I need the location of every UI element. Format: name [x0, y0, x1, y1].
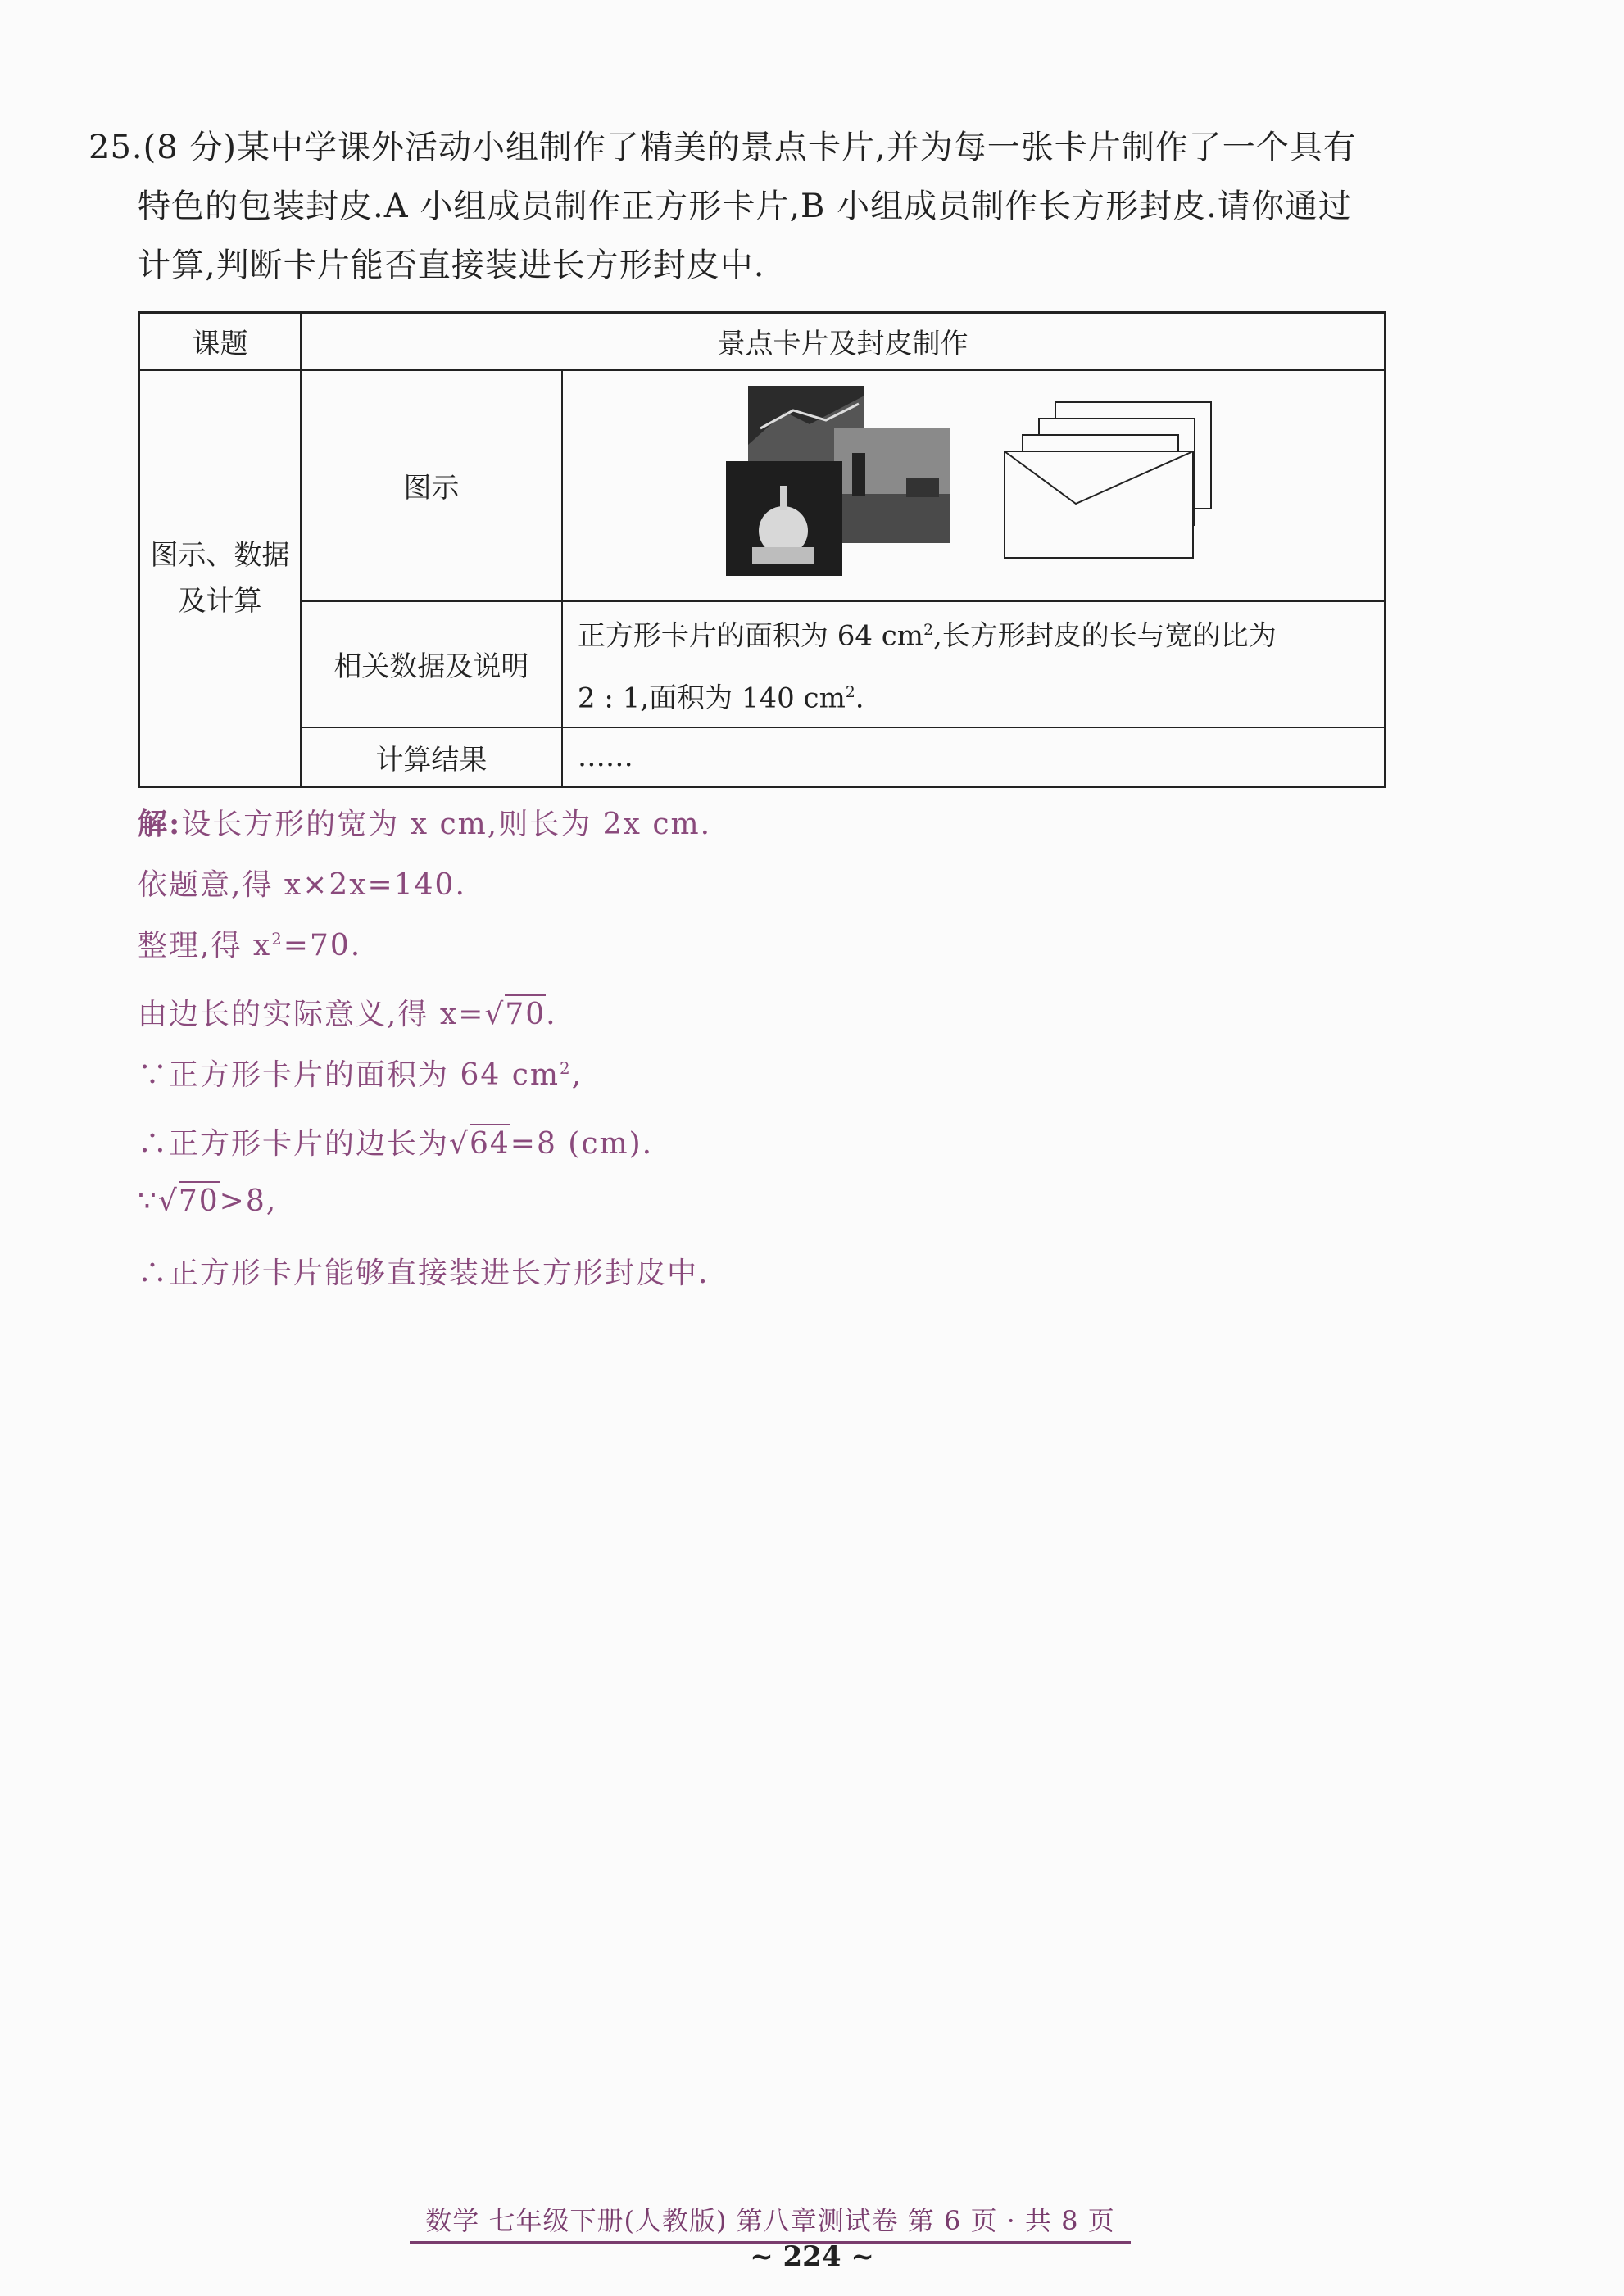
data-description [562, 601, 1386, 728]
answer-line-5a: ∵正方形卡片的面积为 64 cm [138, 1058, 560, 1092]
answer-line-7 [138, 1184, 277, 1218]
answer-line-4a: 由边长的实际意义,得 x= [138, 998, 485, 1031]
section-label-line-1: 图示、数据 [150, 538, 290, 572]
radicand: 64 [470, 1124, 510, 1161]
answer-line-5b: , [571, 1058, 583, 1092]
answer-line-2: 依题意,得 x×2x=140. [138, 868, 466, 902]
photo-card-white-stupa [726, 461, 842, 576]
data-text-2b: . [855, 682, 864, 715]
topic-label: 课题 [139, 313, 302, 370]
question-line-2: 特色的包装封皮.A 小组成员制作正方形卡片,B 小组成员制作长方形封皮.请你通过 [138, 188, 1352, 225]
answer-line-3b: =70. [283, 929, 362, 962]
cards-and-envelopes-figure [711, 379, 1236, 584]
answer-line-6a: ∴正方形卡片的边长为 [138, 1127, 450, 1161]
data-text-1a: 正方形卡片的面积为 64 cm [577, 618, 924, 652]
answer-line-3a: 整理,得 x [138, 929, 272, 962]
question-line-1: 25.(8 分)某中学课外活动小组制作了精美的景点卡片,并为每一张卡片制作了一个具有 [88, 129, 1357, 166]
figure-cell [562, 370, 1386, 601]
sqrt-sign-icon: √ [449, 1127, 470, 1161]
answer-line-6 [138, 1121, 653, 1162]
sqrt-sign-icon: √ [484, 998, 506, 1031]
data-label: 相关数据及说明 [301, 601, 562, 728]
result-value: …… [562, 727, 1386, 787]
envelopes-icon [1005, 402, 1211, 558]
data-text-2a: 2 : 1,面积为 140 cm [577, 682, 846, 715]
question-line-3: 计算,判断卡片能否直接装进长方形封皮中. [138, 247, 765, 284]
answer-line-4 [138, 991, 557, 1033]
answer-line-3 [138, 922, 361, 964]
answer-line-7b: >8, [219, 1184, 278, 1218]
exponent: 2 [271, 930, 284, 949]
answer-line-7a: ∵ [138, 1184, 158, 1218]
unit-exponent: 2 [845, 683, 855, 701]
sqrt-sign-icon: √ [157, 1184, 179, 1218]
answer-line-6b: =8 (cm). [510, 1127, 654, 1161]
section-label [139, 370, 302, 787]
answer-head: 解: [138, 807, 182, 841]
problem-table [138, 311, 1386, 788]
unit-exponent: 2 [923, 621, 933, 639]
radicand: 70 [179, 1181, 220, 1218]
answer-line-4b: . [546, 998, 557, 1031]
answer-line-1 [138, 801, 711, 843]
answer-line-5 [138, 1052, 583, 1094]
photo-card-pagoda [834, 428, 950, 543]
page-number: ~ 224 ~ [750, 2240, 874, 2273]
answer-line-8: ∴正方形卡片能够直接装进长方形封皮中. [138, 1257, 710, 1290]
exponent: 2 [560, 1059, 572, 1078]
answer-line-1-text: 设长方形的宽为 x cm,则长为 2x cm. [181, 808, 712, 841]
topic-value: 景点卡片及封皮制作 [301, 313, 1386, 370]
section-label-line-2: 及计算 [178, 584, 262, 618]
result-label: 计算结果 [301, 727, 562, 787]
data-text-1b: ,长方形封皮的长与宽的比为 [932, 618, 1277, 652]
page-footer: 数学 七年级下册(人教版) 第八章测试卷 第 6 页 · 共 8 页 [410, 2200, 1131, 2244]
radicand: 70 [505, 994, 546, 1031]
figure-label: 图示 [301, 370, 562, 601]
